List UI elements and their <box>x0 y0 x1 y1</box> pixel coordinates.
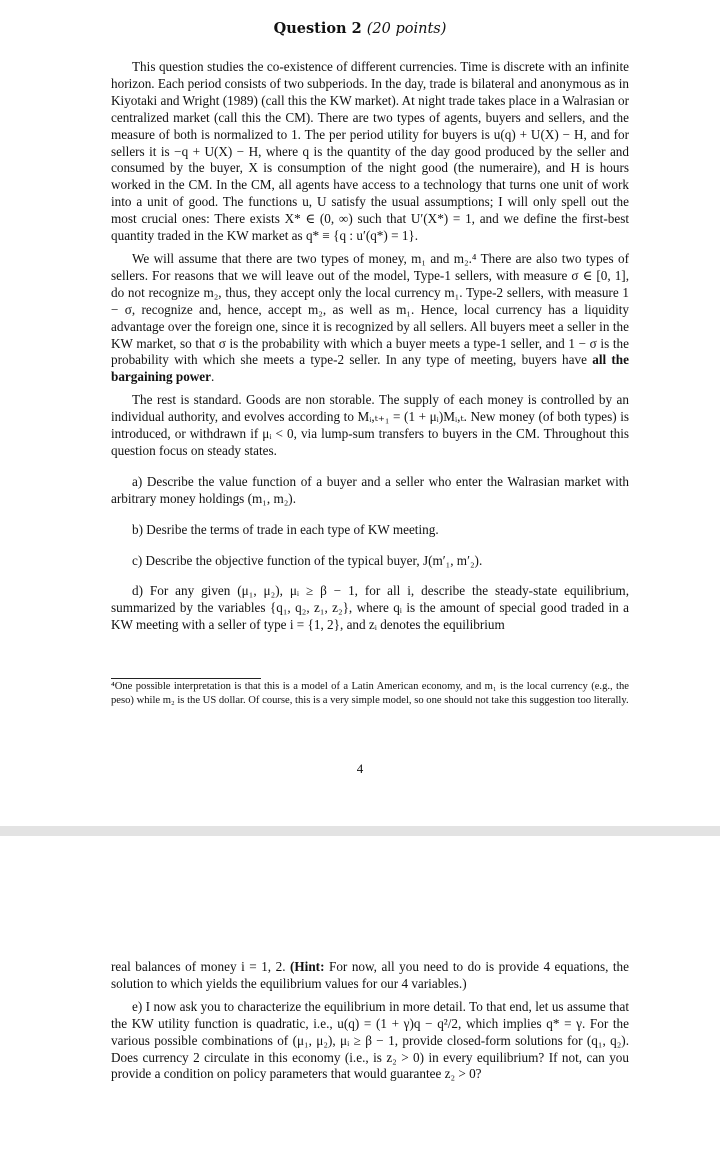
bargaining-power-emphasis: all the bargaining power <box>111 352 629 385</box>
paragraph-money-types-text: We will assume that there are two types of money, m₁ and m₂.⁴ There are also two types of sellers. For reasons that we will leave out of the model, Type-1 sellers, with measure σ ∈ [0, 1], do not recognize m₂, thus, they accept only the local currency m₁. Type-2 sellers, with measure 1 − σ, recognize and, hence, accept m₂, as well as m₁. Hence, local currency has a liquidity advantage over the foreign one, since it is recognized by all sellers. All buyers meet a seller in the KW market, so that σ is the probability with which a buyer meets a type-1 seller, and 1 − σ is the probability with which she meets a type-2 seller. In any type of meeting, buyers have <box>111 250 629 368</box>
paragraph-money-types <box>111 251 629 386</box>
page-separator <box>0 826 720 836</box>
question-title-main: Question 2 <box>273 20 362 37</box>
paragraph-money-types-end: . <box>211 369 215 385</box>
question-a: a) Describe the value function of a buyer and a seller who enter the Walrasian market with arbitrary money holdings (m₁, m₂). <box>111 473 629 506</box>
question-c: c) Describe the objective function of the typical buyer, J(m′₁, m′₂). <box>132 552 483 568</box>
document-page-2 <box>0 836 720 1155</box>
question-title <box>0 20 720 37</box>
footnote-4: ⁴One possible interpretation is that this is a model of a Latin American economy, and m₁ is the local currency (e.g., the peso) while m₂ is the US dollar. Of course, this is a very simple model, so one should not take this suggestion too literally. <box>111 681 629 706</box>
page-number: 4 <box>356 761 364 776</box>
question-body <box>111 59 629 634</box>
footnote-rule <box>111 678 261 679</box>
hint-label: (Hint: <box>290 959 325 974</box>
question-d-continued-text: real balances of money i = 1, 2. <box>111 959 286 974</box>
question-body-continued <box>111 959 629 1083</box>
paragraph-intro: This question studies the co-existence of different currencies. Time is discrete with an infinite horizon. Each period consists of two subperiods. In the day, trade is bilateral and anonymous as in Kiyotaki and Wright (1989) (call this the KW market). At night trade takes place in a Walrasian or centralized market (call this the CM). There are two types of agents, buyers and sellers, and the measure of both is normalized to 1. The per period utility for buyers is u(q) + U(X) − H, and for sellers it is −q + U(X) − H, where q is the quantity of the day good produced by the seller and consumed by the buyer, X is consumption of the night good (the numeraire), and H is hours worked in the CM. In the CM, all agents have access to a technology that turns one unit of work into a unit of good. The functions u, U satisfy the usual assumptions; I will only spell out the most crucial ones: There exists X* ∈ (0, ∞) such that U′(X*) = 1, and we define the first-best quantity traded in the KW market as q* ≡ {q : u′(q*) = 1}. <box>111 59 629 244</box>
paragraph-standard: The rest is standard. Goods are non storable. The supply of each money is controlled by an individual authority, and evolves according to Mᵢ,ₜ₊₁ = (1 + μᵢ)Mᵢ,ₜ. New money (of both types) is introduced, or withdrawn if μᵢ < 0, via lump-sum transfers to buyers in the CM. Throughout this question focus on steady states. <box>111 392 629 458</box>
question-d-continued <box>111 959 629 993</box>
question-d: d) For any given (μ₁, μ₂), μᵢ ≥ β − 1, for all i, describe the steady-state equilibrium, summarized by the variables {q₁, q₂, z₁, z₂}, where qᵢ is the amount of special good traded in a KW meeting with a seller of type i = {1, 2}, and zᵢ denotes the equilibrium <box>111 583 629 633</box>
question-points: (20 points) <box>366 21 447 37</box>
hint-text: For now, all you need to do is provide 4 equations, the solution to which yields the equilibrium values for our 4 variables.) <box>111 959 630 991</box>
question-e: e) I now ask you to characterize the equilibrium in more detail. To that end, let us assume that the KW utility function is quadratic, i.e., u(q) = (1 + γ)q − q²/2, which implies q* = γ. For the various possible combinations of (μ₁, μ₂), μᵢ ≥ β − 1, provide closed-form solutions for (q₁, q₂). Does currency 2 circulate in this economy (i.e., is z₂ > 0) in every equilibrium? If not, can you provide a condition on policy parameters that would guarantee z₂ > 0? <box>111 998 629 1082</box>
question-b: b) Desribe the terms of trade in each type of KW meeting. <box>132 521 439 537</box>
